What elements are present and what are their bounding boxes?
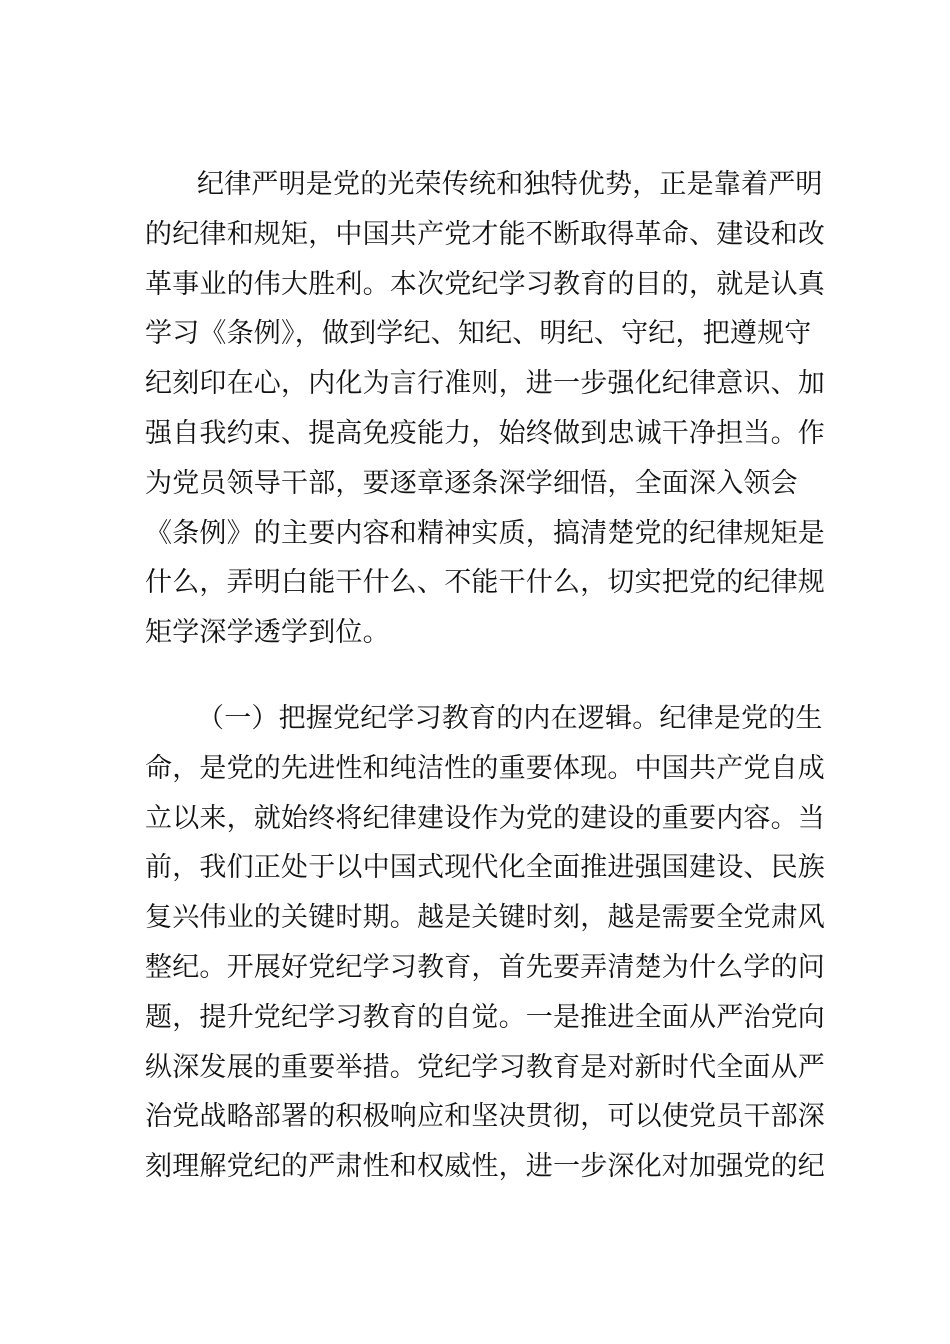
text-line: 学习《条例》，做到学纪、知纪、明纪、守纪，把遵规守	[145, 318, 812, 350]
text-line: 治党战略部署的积极响应和坚决贯彻，可以使党员干部深	[145, 1101, 825, 1133]
text-line: 纪刻印在心，内化为言行准则，进一步强化纪律意识、加	[145, 368, 825, 400]
text-line: 立以来，就始终将纪律建设作为党的建设的重要内容。当	[145, 802, 825, 834]
text-line: 《条例》的主要内容和精神实质，搞清楚党的纪律规矩是	[145, 517, 825, 549]
text-line: 矩学深学透学到位。	[145, 617, 390, 649]
text-line: 整纪。开展好党纪学习教育，首先要弄清楚为什么学的问	[145, 951, 825, 983]
text-line: 革事业的伟大胜利。本次党纪学习教育的目的，就是认真	[145, 268, 825, 300]
text-line: 为党员领导干部，要逐章逐条深学细悟，全面深入领会	[145, 467, 798, 499]
text-line: 强自我约束、提高免疫能力，始终做到忠诚干净担当。作	[145, 417, 825, 449]
text-line: 复兴伟业的关键时期。越是关键时刻，越是需要全党肃风	[145, 902, 825, 934]
text-line: 什么，弄明白能干什么、不能干什么，切实把党的纪律规	[145, 567, 825, 599]
text-line: 的纪律和规矩，中国共产党才能不断取得革命、建设和改	[145, 218, 825, 250]
text-line: 纪律严明是党的光荣传统和独特优势，正是靠着严明	[197, 169, 823, 200]
paragraph-inner-logic	[145, 694, 825, 1192]
text-line: 题，提升党纪学习教育的自觉。一是推进全面从严治党向	[145, 1001, 825, 1033]
text-line: 前，我们正处于以中国式现代化全面推进强国建设、民族	[145, 852, 825, 884]
paragraph-discipline-intro	[145, 160, 825, 658]
text-line: 命，是党的先进性和纯洁性的重要体现。中国共产党自成	[145, 752, 825, 784]
text-line: 纵深发展的重要举措。党纪学习教育是对新时代全面从严	[145, 1051, 825, 1083]
text-line: （一）把握党纪学习教育的内在逻辑。纪律是党的生	[197, 703, 823, 734]
text-line: 刻理解党纪的严肃性和权威性，进一步深化对加强党的纪	[145, 1151, 825, 1183]
